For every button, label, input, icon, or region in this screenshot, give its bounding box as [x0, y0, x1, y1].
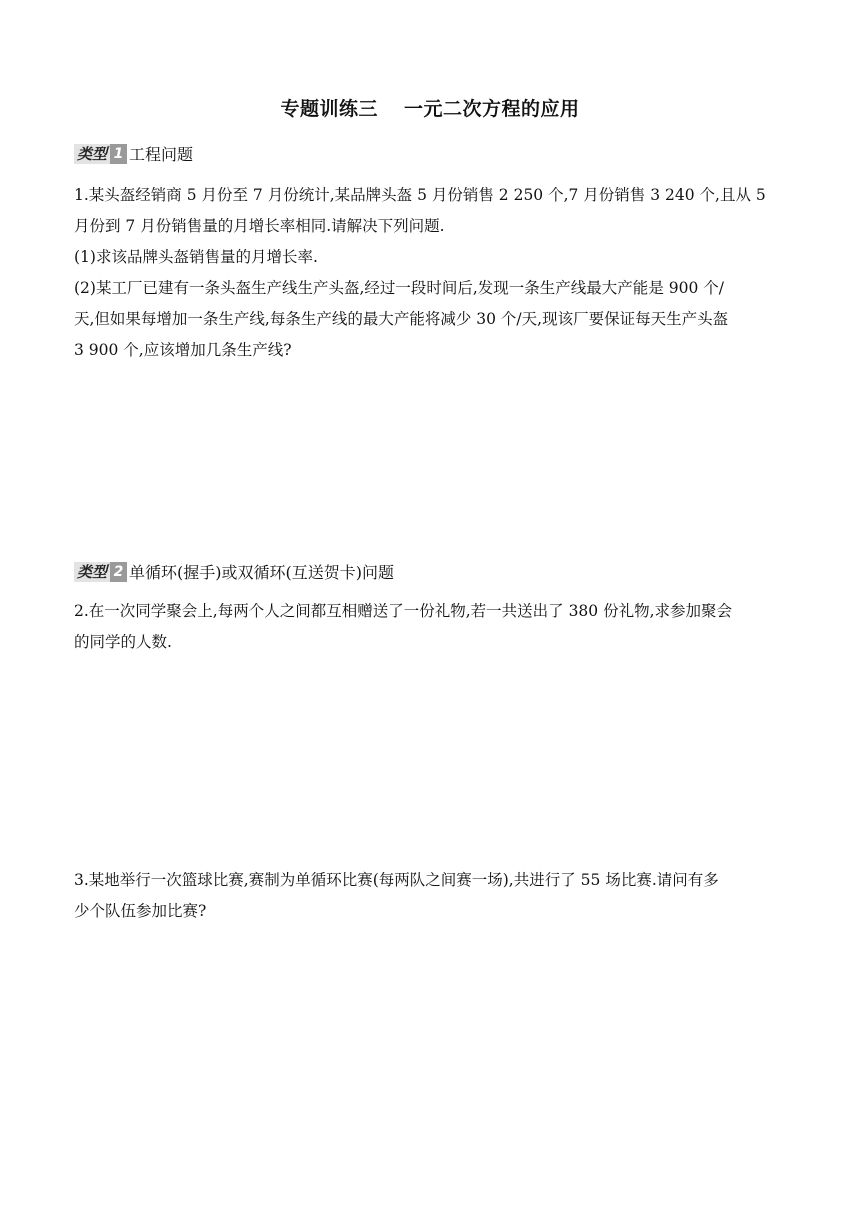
type-badge-word: 类型 — [74, 144, 110, 164]
title-series: 专题训练三 — [280, 98, 378, 120]
type-badge-number: 2 — [110, 562, 127, 582]
type-badge-word: 类型 — [74, 562, 110, 582]
question-2 — [74, 596, 790, 658]
question-part-1: (1)求该品牌头盔销售量的月增长率. — [74, 248, 318, 266]
section-heading-1 — [74, 142, 193, 165]
question-text-line: 月份到 7 月份销售量的月增长率相同.请解决下列问题. — [74, 217, 445, 235]
question-text-line: 1.某头盔经销商 5 月份至 7 月份统计,某品牌头盔 5 月份销售 2 250 个,7 月份销售 3 240 个,且从 5 — [74, 186, 766, 204]
type-badge-2 — [74, 562, 127, 582]
section-heading-2 — [74, 560, 394, 583]
question-text-line: 3.某地举行一次篮球比赛,赛制为单循环比赛(每两队之间赛一场),共进行了 55 场比赛.请问有多 — [74, 871, 719, 889]
type-badge-1 — [74, 144, 127, 164]
question-text-line: 的同学的人数. — [74, 633, 172, 651]
question-text-line: 少个队伍参加比赛? — [74, 902, 207, 920]
page-title — [0, 94, 860, 121]
question-1 — [74, 180, 790, 366]
question-3 — [74, 865, 790, 927]
title-topic: 一元二次方程的应用 — [404, 98, 580, 120]
type-badge-number: 1 — [110, 144, 127, 164]
section-heading-text: 单循环(握手)或双循环(互送贺卡)问题 — [129, 563, 394, 582]
question-part-2-line: 天,但如果每增加一条生产线,每条生产线的最大产能将减少 30 个/天,现该厂要保证每天生产头盔 — [74, 310, 729, 328]
question-part-2-line: (2)某工厂已建有一条头盔生产线生产头盔,经过一段时间后,发现一条生产线最大产能是 900 个/ — [74, 279, 724, 297]
section-heading-text: 工程问题 — [129, 145, 194, 164]
question-part-2-line: 3 900 个,应该增加几条生产线? — [74, 341, 292, 359]
question-text-line: 2.在一次同学聚会上,每两个人之间都互相赠送了一份礼物,若一共送出了 380 份礼物,求参加聚会 — [74, 602, 733, 620]
